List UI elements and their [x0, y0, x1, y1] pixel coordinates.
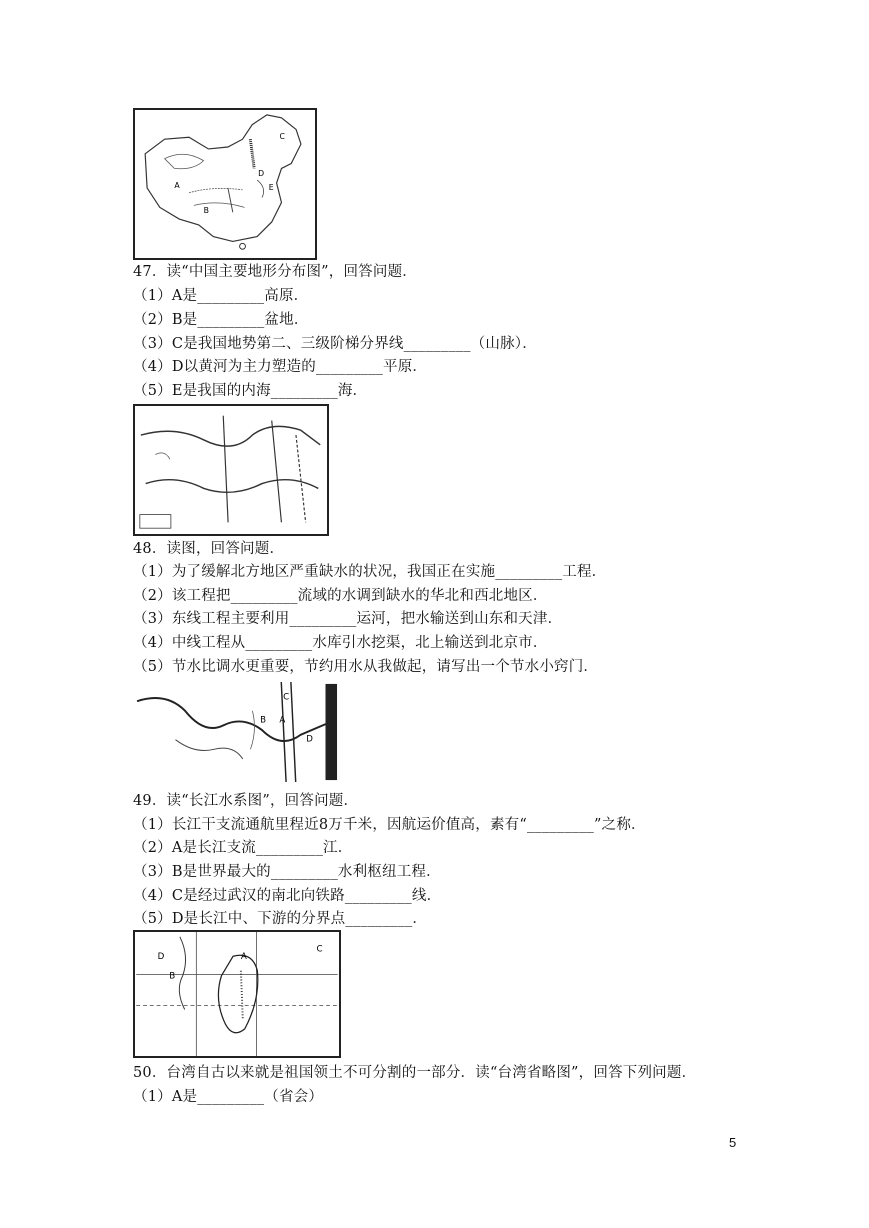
q49-item-1: （1）长江干支流通航里程近8万千米，因航运价值高，素有“_________”之称． [133, 817, 646, 833]
water-diversion-map [133, 404, 329, 536]
page-number: 5 [729, 1135, 737, 1150]
q48-item-4: （4）中线工程从_________水库引水挖渠，北上输送到北京市． [133, 635, 548, 651]
q47-item-4: （4）D以黄河为主力塑造的_________平原． [133, 359, 428, 375]
q48-item-5: （5）节水比调水更重要，节约用水从我做起，请写出一个节水小窍门． [133, 659, 599, 675]
china-terrain-map-drawing [135, 110, 315, 258]
q50-title: 50．台湾自古以来就是祖国领土不可分割的一部分．读“台湾省略图”，回答下列问题． [133, 1065, 697, 1081]
yangtze-river-map-drawing [135, 682, 341, 782]
map-label-d: D [258, 169, 265, 179]
water-diversion-map-drawing [135, 406, 327, 534]
q50-item-1: （1）A是_________（省会） [133, 1089, 324, 1105]
q47-item-3: （3）C是我国地势第二、三级阶梯分界线_________（山脉）． [133, 336, 537, 352]
q48-item-3: （3）东线工程主要利用_________运河，把水输送到山东和天津． [133, 611, 563, 627]
china-terrain-map [133, 108, 317, 260]
taiwan-map-drawing [135, 932, 339, 1056]
map-label-a: A [240, 952, 247, 963]
map-label-b: B [260, 715, 267, 726]
q49-title: 49．读“长江水系图”，回答问题． [133, 793, 359, 809]
yangtze-river-map [133, 680, 343, 784]
q49-item-5: （5）D是长江中、下游的分界点_________． [133, 911, 428, 927]
map-label-b: B [169, 971, 176, 982]
map-label-c: C [283, 692, 290, 703]
q49-item-4: （4）C是经过武汉的南北向铁路_________线． [133, 888, 442, 904]
map-label-e: E [268, 182, 274, 192]
q47-item-2: （2）B是_________盆地． [133, 312, 309, 328]
q47-title: 47．读“中国主要地形分布图”，回答问题． [133, 264, 417, 280]
q48-item-2: （2）该工程把_________流域的水调到缺水的华北和西北地区． [133, 588, 548, 604]
q49-item-3: （3）B是世界最大的_________水利枢纽工程． [133, 864, 441, 880]
taiwan-map [133, 930, 341, 1058]
q47-item-5: （5）E是我国的内海_________海． [133, 383, 368, 399]
q48-title: 48．读图，回答问题． [133, 541, 285, 557]
map-label-a: A [279, 715, 286, 726]
q47-item-1: （1）A是_________高原． [133, 288, 309, 304]
map-label-c: C [279, 132, 285, 142]
map-label-b: B [203, 206, 209, 216]
q48-item-1: （1）为了缓解北方地区严重缺水的状况，我国正在实施_________工程． [133, 564, 607, 580]
map-label-a: A [174, 180, 180, 190]
map-label-d: D [306, 734, 313, 745]
map-label-d: D [157, 952, 165, 963]
map-label-c: C [316, 944, 323, 955]
q49-item-2: （2）A是长江支流_________江． [133, 840, 353, 856]
